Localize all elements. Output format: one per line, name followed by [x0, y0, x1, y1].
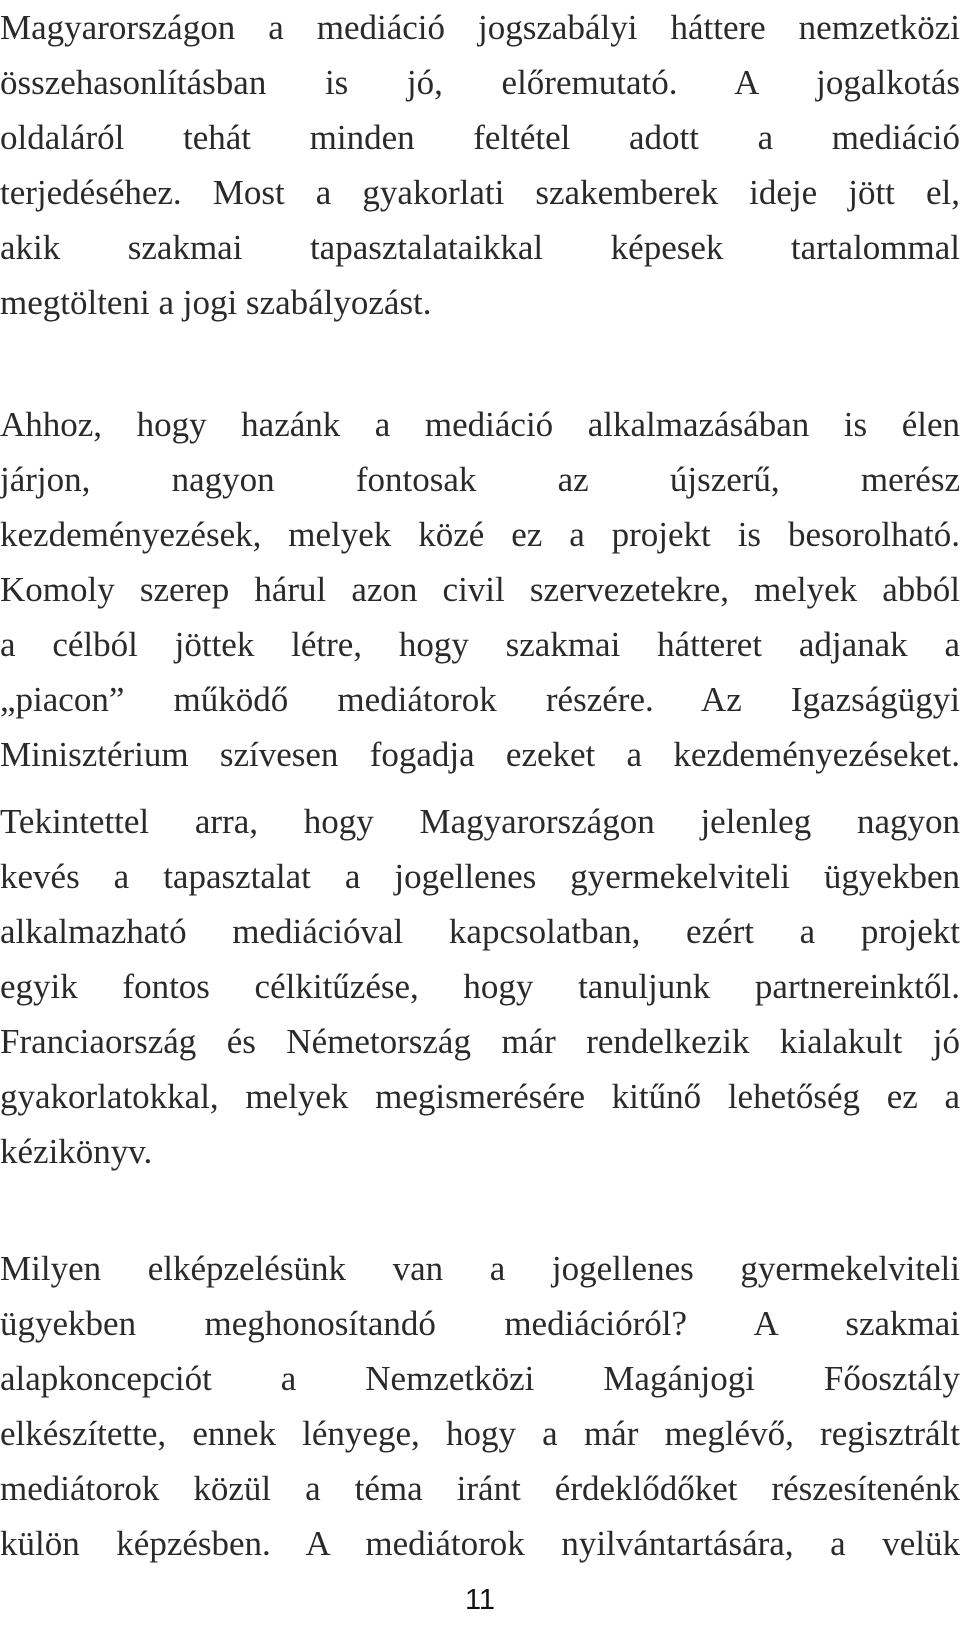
- text-line: Franciaország és Németország már rendelkezik kialakult jó: [0, 1022, 960, 1061]
- text-line: kezdeményezések, melyek közé ez a projekt is besorolható.: [0, 515, 960, 554]
- page-number: 11: [464, 1584, 496, 1616]
- text-line: Minisztérium szívesen fogadja ezeket a kezdeményezéseket.: [0, 735, 960, 774]
- text-line: elkészítette, ennek lényege, hogy a már meglévő, regisztrált: [0, 1414, 960, 1453]
- text-line: Tekintettel arra, hogy Magyarországon jelenleg nagyon: [0, 802, 960, 841]
- text-line: terjedéséhez. Most a gyakorlati szakemberek ideje jött el,: [0, 173, 960, 212]
- paragraph-2: [0, 397, 960, 782]
- text-line: ügyekben meghonosítandó mediációról? A szakmai: [0, 1304, 960, 1343]
- text-line: kézikönyv.: [0, 1132, 153, 1171]
- text-line: külön képzésben. A mediátorok nyilvántartására, a velük: [0, 1524, 960, 1563]
- text-line: Ahhoz, hogy hazánk a mediáció alkalmazásában is élen: [0, 405, 960, 444]
- paragraph-4: [0, 1241, 960, 1571]
- paragraph-1: [0, 0, 960, 330]
- text-line: megtölteni a jogi szabályozást.: [0, 283, 432, 322]
- text-line: kevés a tapasztalat a jogellenes gyermekelviteli ügyekben: [0, 857, 960, 896]
- text-line: Komoly szerep hárul azon civil szervezetekre, melyek abból: [0, 570, 960, 609]
- text-line: járjon, nagyon fontosak az újszerű, merész: [0, 460, 960, 499]
- text-line: oldaláról tehát minden feltétel adott a mediáció: [0, 118, 960, 157]
- text-line: alapkoncepciót a Nemzetközi Magánjogi Főosztály: [0, 1359, 960, 1398]
- text-line: akik szakmai tapasztalataikkal képesek tartalommal: [0, 228, 960, 267]
- text-line: „piacon” működő mediátorok részére. Az Igazságügyi: [0, 680, 960, 719]
- text-line: Milyen elképzelésünk van a jogellenes gyermekelviteli: [0, 1249, 960, 1288]
- paragraph-3: [0, 794, 960, 1179]
- text-line: összehasonlításban is jó, előremutató. A jogalkotás: [0, 63, 960, 102]
- text-line: egyik fontos célkitűzése, hogy tanuljunk partnereinktől.: [0, 967, 960, 1006]
- text-line: mediátorok közül a téma iránt érdeklődőket részesítenénk: [0, 1469, 960, 1508]
- text-line: alkalmazható mediációval kapcsolatban, ezért a projekt: [0, 912, 960, 951]
- text-line: Magyarországon a mediáció jogszabályi háttere nemzetközi: [0, 8, 960, 47]
- text-line: gyakorlatokkal, melyek megismerésére kitűnő lehetőség ez a: [0, 1077, 960, 1116]
- text-line: a célból jöttek létre, hogy szakmai hátteret adjanak a: [0, 625, 960, 664]
